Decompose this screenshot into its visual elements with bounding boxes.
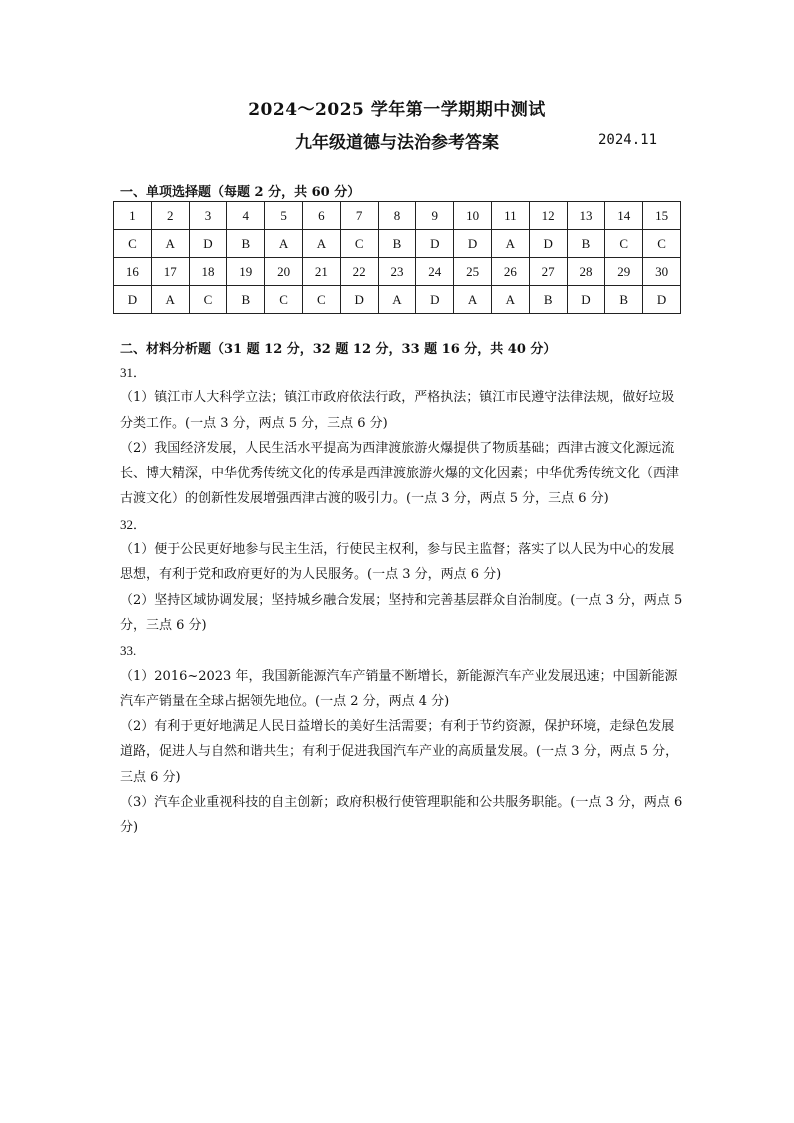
- answer-table: [113, 201, 681, 314]
- table-cell: B: [227, 230, 265, 258]
- table-cell: 11: [491, 202, 529, 230]
- question-32-part-2: （2）坚持区域协调发展；坚持城乡融合发展；坚持和完善基层群众自治制度。(一点 3 分，两点 5 分，三点 6 分): [120, 592, 683, 633]
- table-cell: D: [416, 286, 454, 314]
- table-cell: A: [265, 230, 303, 258]
- question-33-number: 33.: [120, 643, 137, 659]
- table-cell: 9: [416, 202, 454, 230]
- table-cell: 30: [643, 258, 681, 286]
- table-cell: 28: [567, 258, 605, 286]
- table-cell: 12: [529, 202, 567, 230]
- table-cell: 6: [302, 202, 340, 230]
- table-cell: 16: [114, 258, 152, 286]
- table-cell: 29: [605, 258, 643, 286]
- answer-body: [120, 360, 685, 841]
- table-cell: 25: [454, 258, 492, 286]
- table-cell: 7: [340, 202, 378, 230]
- subtitle-row: [0, 128, 794, 154]
- table-cell: 1: [114, 202, 152, 230]
- table-cell: 18: [189, 258, 227, 286]
- question-32-number: 32．: [120, 516, 147, 532]
- table-cell: 15: [643, 202, 681, 230]
- table-cell: 24: [416, 258, 454, 286]
- table-row: [114, 202, 681, 230]
- table-row: [114, 258, 681, 286]
- table-cell: A: [151, 230, 189, 258]
- table-cell: D: [340, 286, 378, 314]
- table-cell: 8: [378, 202, 416, 230]
- table-cell: 13: [567, 202, 605, 230]
- table-cell: 26: [491, 258, 529, 286]
- table-cell: 21: [302, 258, 340, 286]
- table-cell: 19: [227, 258, 265, 286]
- question-31-part-2: （2）我国经济发展，人民生活水平提高为西津渡旅游火爆提供了物质基础；西津古渡文化源远流长、博大精深，中华优秀传统文化的传承是西津渡旅游火爆的文化因素；中华优秀传统文化（西津古渡文化）的创新性发展增强西津古渡的吸引力。(一点 3 分，两点 5 分，三点 6 分): [120, 440, 680, 507]
- question-32-part-1: （1）便于公民更好地参与民主生活，行使民主权利，参与民主监督；落实了以人民为中心的发展思想，有利于党和政府更好的为人民服务。(一点 3 分，两点 6 分): [120, 542, 675, 583]
- table-cell: C: [114, 230, 152, 258]
- section-2-heading: 二、材料分析题（31 题 12 分，32 题 12 分，33 题 16 分，共 40 分）: [120, 342, 557, 357]
- table-cell: A: [491, 230, 529, 258]
- table-row: [114, 286, 681, 314]
- table-cell: 5: [265, 202, 303, 230]
- table-cell: C: [189, 286, 227, 314]
- section-1-heading: 一、单项选择题（每题 2 分，共 60 分）: [120, 185, 361, 200]
- table-cell: D: [454, 230, 492, 258]
- table-cell: B: [529, 286, 567, 314]
- table-cell: 14: [605, 202, 643, 230]
- table-cell: A: [378, 286, 416, 314]
- table-cell: C: [265, 286, 303, 314]
- question-33-part-1: （1）2016~2023 年，我国新能源汽车产销量不断增长，新能源汽车产业发展迅速；中国新能源汽车产销量在全球占据领先地位。(一点 2 分，两点 4 分): [120, 668, 678, 709]
- table-cell: 2: [151, 202, 189, 230]
- table-cell: 10: [454, 202, 492, 230]
- table-cell: D: [529, 230, 567, 258]
- table-cell: D: [114, 286, 152, 314]
- table-cell: B: [605, 286, 643, 314]
- table-cell: A: [151, 286, 189, 314]
- question-31-part-1: （1）镇江市人大科学立法；镇江市政府依法行政，严格执法；镇江市民遵守法律法规，做好垃圾分类工作。(一点 3 分，两点 5 分，三点 6 分): [120, 390, 675, 431]
- table-cell: 3: [189, 202, 227, 230]
- table-cell: B: [227, 286, 265, 314]
- page-subtitle: 九年级道德与法治参考答案: [295, 133, 499, 153]
- table-cell: D: [189, 230, 227, 258]
- document-date: 2024.11: [598, 132, 658, 148]
- table-cell: 23: [378, 258, 416, 286]
- question-33-part-3: （3）汽车企业重视科技的自主创新；政府积极行使管理职能和公共服务职能。(一点 3 分，两点 6 分): [120, 795, 683, 836]
- table-cell: A: [302, 230, 340, 258]
- table-cell: C: [605, 230, 643, 258]
- table-cell: 4: [227, 202, 265, 230]
- table-cell: D: [567, 286, 605, 314]
- table-cell: B: [567, 230, 605, 258]
- table-cell: 22: [340, 258, 378, 286]
- question-33-part-2: （2）有利于更好地满足人民日益增长的美好生活需要；有利于节约资源，保护环境，走绿色发展道路，促进人与自然和谐共生；有利于促进我国汽车产业的高质量发展。(一点 3 分，两点 5 分，三点 6 分): [120, 719, 679, 785]
- question-31-number: 31．: [120, 365, 147, 380]
- table-cell: C: [340, 230, 378, 258]
- table-cell: C: [302, 286, 340, 314]
- table-row: [114, 230, 681, 258]
- table-cell: 20: [265, 258, 303, 286]
- table-cell: C: [643, 230, 681, 258]
- table-cell: D: [643, 286, 681, 314]
- table-cell: 27: [529, 258, 567, 286]
- table-cell: D: [416, 230, 454, 258]
- table-cell: A: [454, 286, 492, 314]
- page-title: 2024～2025 学年第一学期期中测试: [248, 100, 546, 120]
- table-cell: B: [378, 230, 416, 258]
- table-cell: 17: [151, 258, 189, 286]
- table-cell: A: [491, 286, 529, 314]
